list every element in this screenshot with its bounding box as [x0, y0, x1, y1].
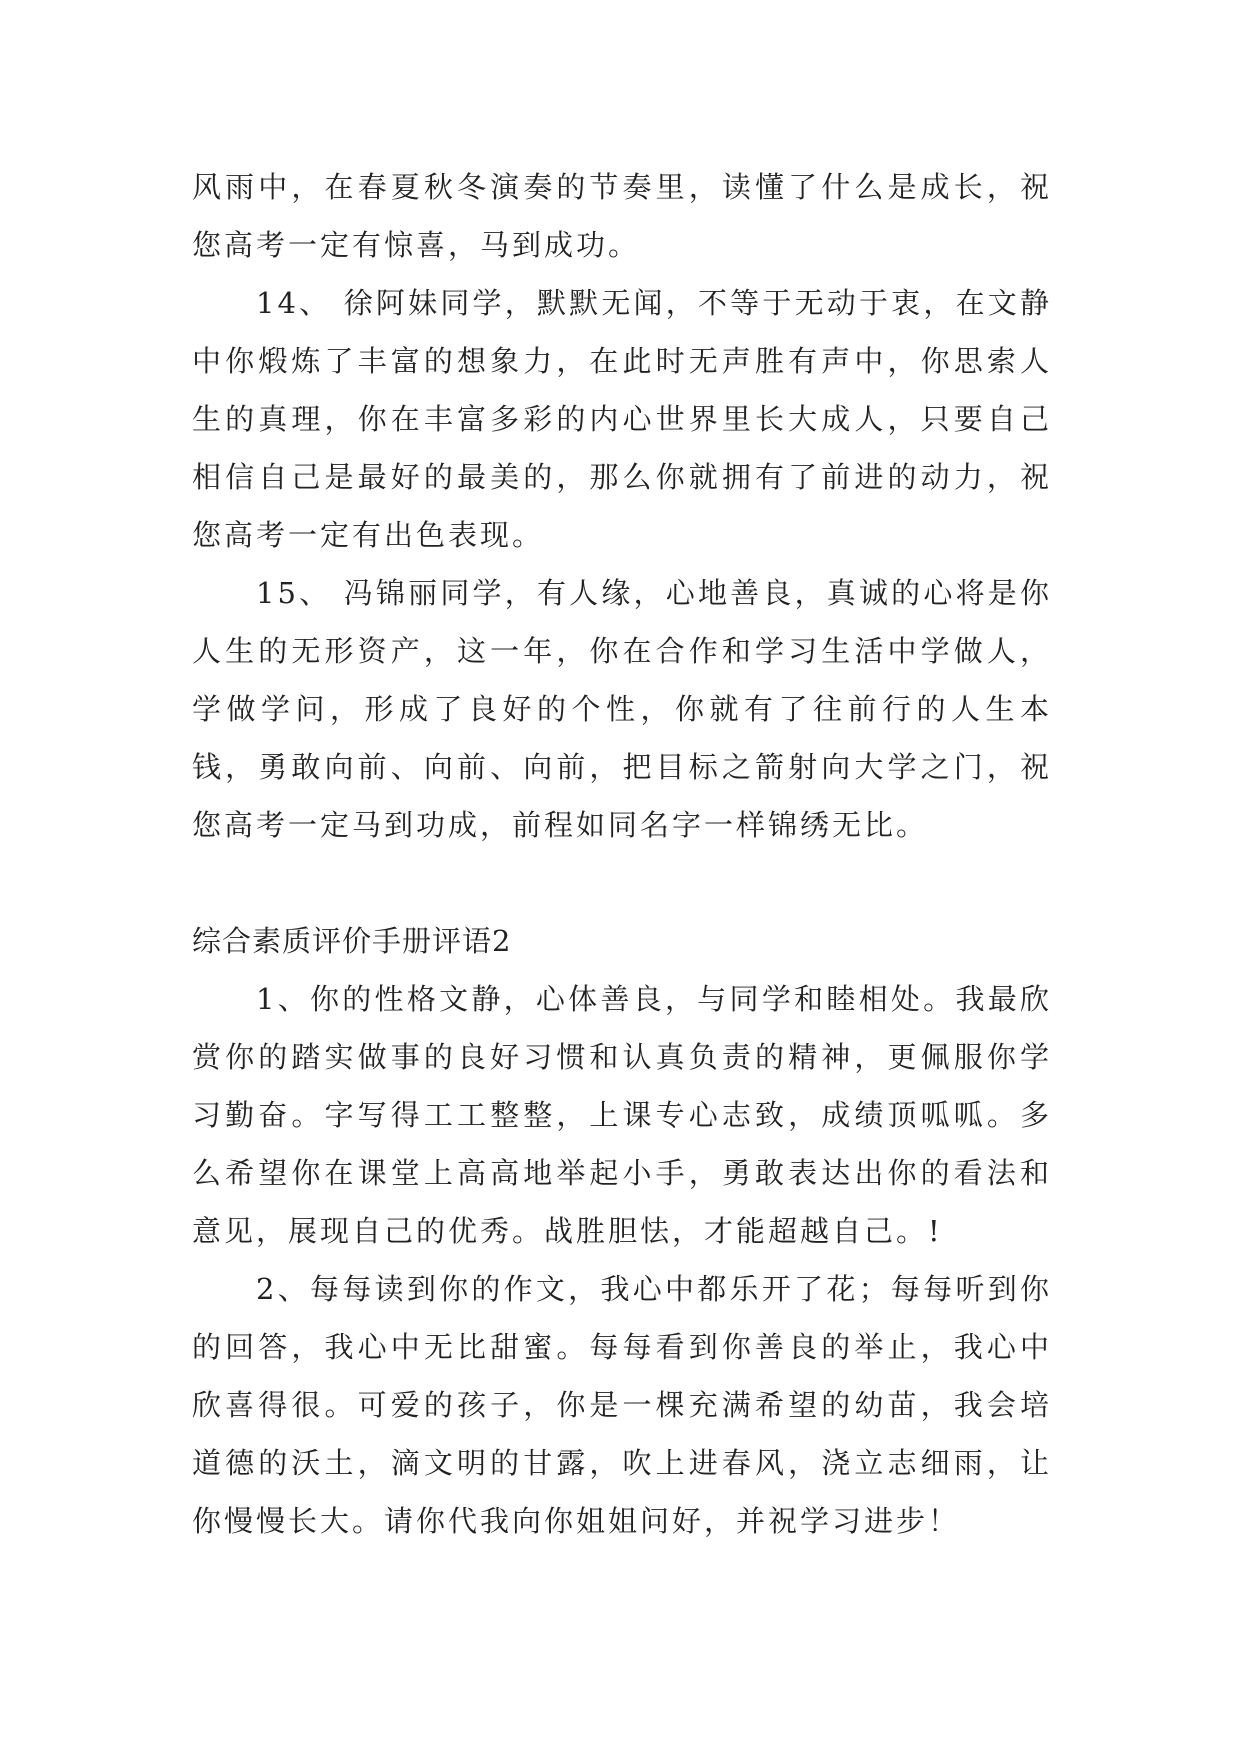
comment-item-1: 1、你的性格文静，心体善良，与同学和睦相处。我最欣赏你的踏实做事的良好习惯和认真负责的精神，更佩服你学习勤奋。字写得工工整整，上课专心志致，成绩顶呱呱。多么希望你在课堂上高高地举起小手，勇敢表达出你的看法和意见，展现自己的优秀。战胜胆怯，才能超越自己。!	[192, 982, 1052, 1248]
document-body	[192, 158, 1052, 1550]
comment-item-14: 14、 徐阿妹同学，默默无闻，不等于无动于衷，在文静中你煅炼了丰富的想象力，在此时无声胜有声中，你思索人生的真理，你在丰富多彩的内心世界里长大成人，只要自己相信自己是最好的最美的，那么你就拥有了前进的动力，祝您高考一定有出色表现。	[192, 286, 1052, 552]
comment-item-2: 2、每每读到你的作文，我心中都乐开了花；每每听到你的回答，我心中无比甜蜜。每每看到你善良的举止，我心中欣喜得很。可爱的孩子，你是一棵充满希望的幼苗，我会培道德的沃土，滴文明的甘露，吹上进春风，浇立志细雨，让你慢慢长大。请你代我向你姐姐问好，并祝学习进步！	[192, 1272, 1052, 1538]
section-heading: 综合素质评价手册评语2	[192, 924, 512, 958]
comment-item-15: 15、 冯锦丽同学，有人缘，心地善良，真诚的心将是你人生的无形资产，这一年，你在合作和学习生活中学做人，学做学问，形成了良好的个性，你就有了往前行的人生本钱，勇敢向前、向前、向前，把目标之箭射向大学之门，祝您高考一定马到功成，前程如同名字一样锦绣无比。	[192, 576, 1052, 842]
continuation-paragraph: 风雨中，在春夏秋冬演奏的节奏里，读懂了什么是成长，祝您高考一定有惊喜，马到成功。	[192, 170, 1052, 262]
